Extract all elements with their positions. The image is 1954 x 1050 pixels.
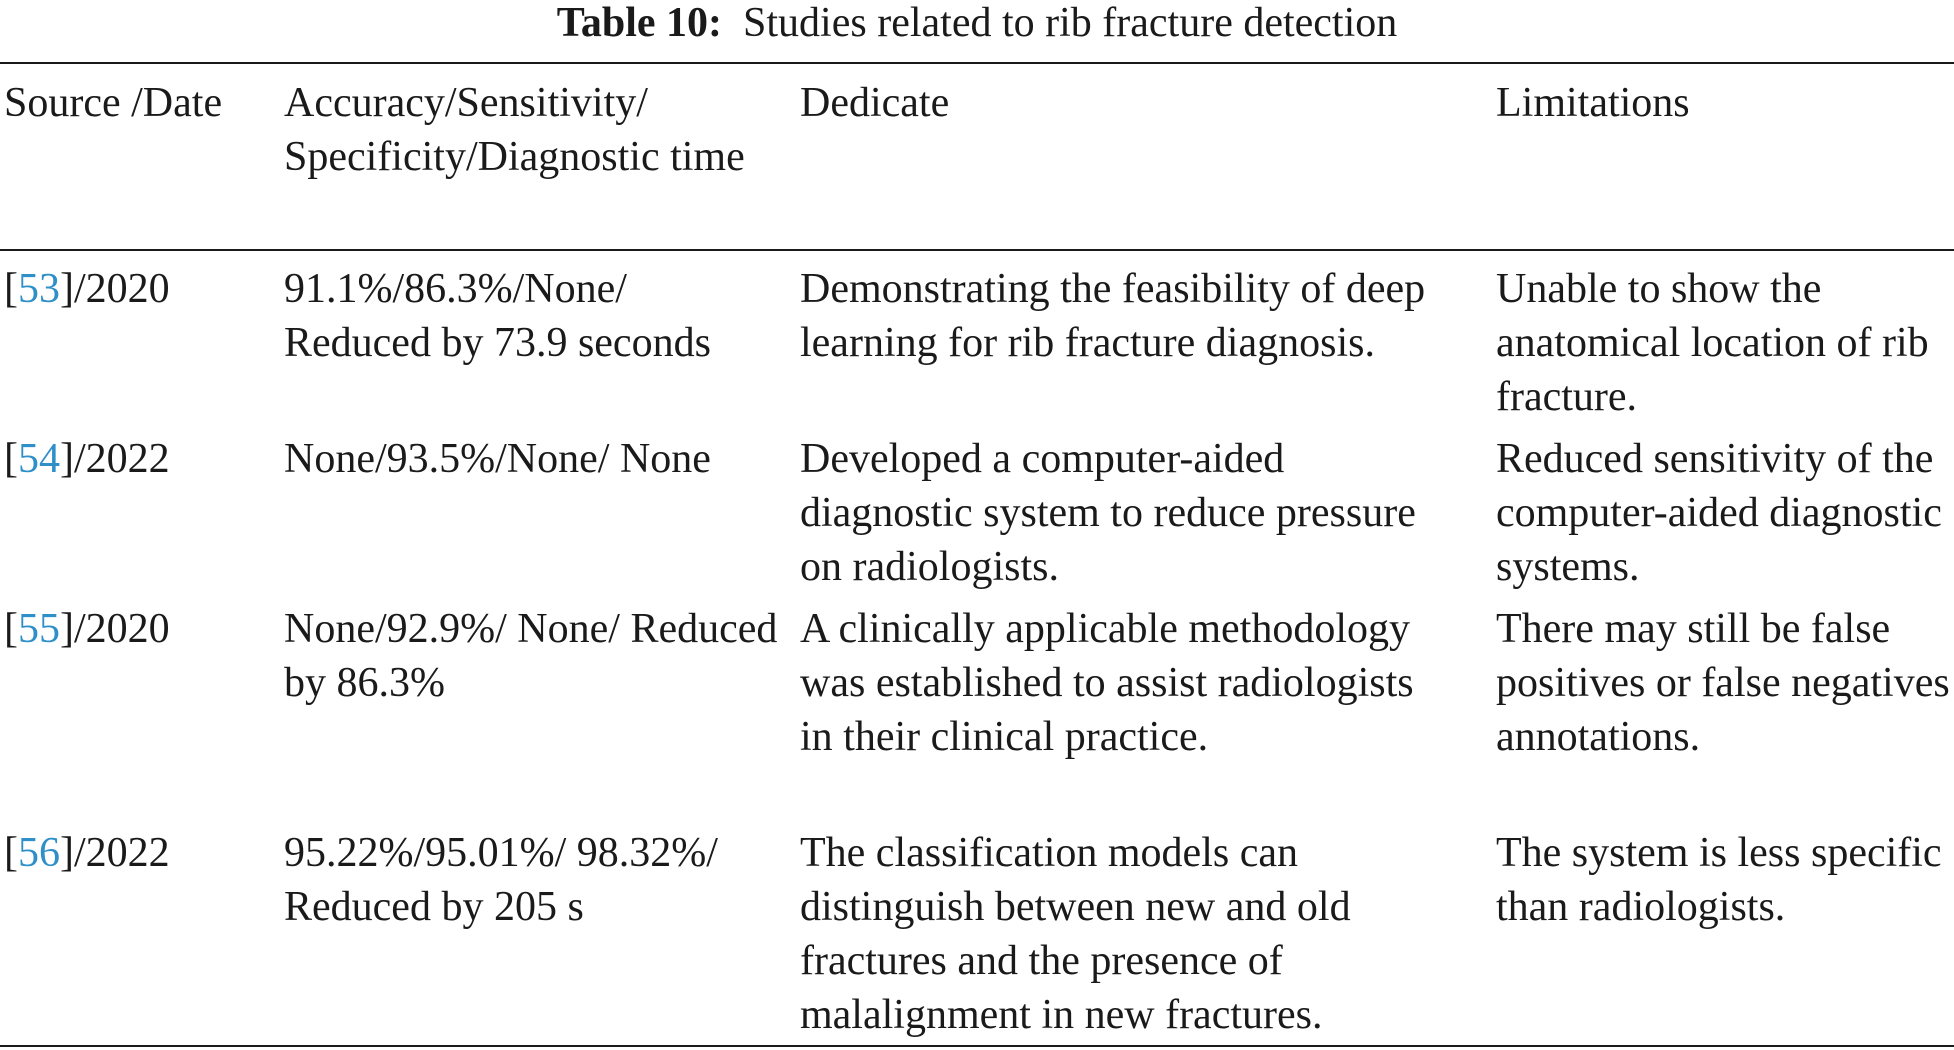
row-accuracy: 95.22%/95.01%/ 98.32%/ Reduced by 205 s [284, 830, 718, 930]
header-limitations: Limitations [1496, 80, 1690, 126]
row-accuracy: None/92.9%/ None/ Reduced by 86.3% [284, 606, 778, 706]
row-dedicate: The classification models can distinguish between new and old fractures and the presence of malalignment in new fractures. [800, 830, 1351, 1038]
row-source-date: [56]/2022 [4, 830, 170, 876]
table-caption [0, 0, 1954, 46]
table-top-rule [0, 62, 1954, 64]
row-accuracy: 91.1%/86.3%/None/ Reduced by 73.9 seconds [284, 266, 711, 366]
row-limitations: Reduced sensitivity of the computer-aided diagnostic systems. [1496, 436, 1942, 590]
header-dedicate: Dedicate [800, 80, 950, 126]
row-dedicate: Demonstrating the feasibility of deep learning for rib fracture diagnosis. [800, 266, 1426, 366]
row-limitations: Unable to show the anatomical location of rib fracture. [1496, 266, 1929, 420]
table-caption-text: Studies related to rib fracture detection [743, 0, 1398, 46]
reference-link[interactable]: 55 [18, 606, 60, 652]
row-date: ]/2022 [60, 830, 170, 876]
table-caption-label: Table 10: [556, 0, 723, 46]
row-dedicate: Developed a computer-aided diagnostic system to reduce pressure on radiologists. [800, 436, 1416, 590]
row-accuracy: None/93.5%/None/ None [284, 436, 711, 482]
row-limitations: The system is less specific than radiologists. [1496, 830, 1942, 930]
header-accuracy: Accuracy/Sensitivity/ Specificity/Diagnostic time [284, 80, 745, 180]
row-source-date: [55]/2020 [4, 606, 170, 652]
reference-link[interactable]: 56 [18, 830, 60, 876]
row-source-date: [54]/2022 [4, 436, 170, 482]
row-date: ]/2020 [60, 606, 170, 652]
table-bottom-rule [0, 1045, 1954, 1047]
reference-link[interactable]: 54 [18, 436, 60, 482]
row-date: ]/2022 [60, 436, 170, 482]
row-dedicate: A clinically applicable methodology was established to assist radiologists in their clinical practice. [800, 606, 1414, 760]
reference-link[interactable]: 53 [18, 266, 60, 312]
row-limitations: There may still be false positives or false negatives annotations. [1496, 606, 1950, 760]
row-source-date: [53]/2020 [4, 266, 170, 312]
table-header-rule [0, 249, 1954, 251]
row-date: ]/2020 [60, 266, 170, 312]
header-source-date: Source /Date [4, 80, 223, 126]
